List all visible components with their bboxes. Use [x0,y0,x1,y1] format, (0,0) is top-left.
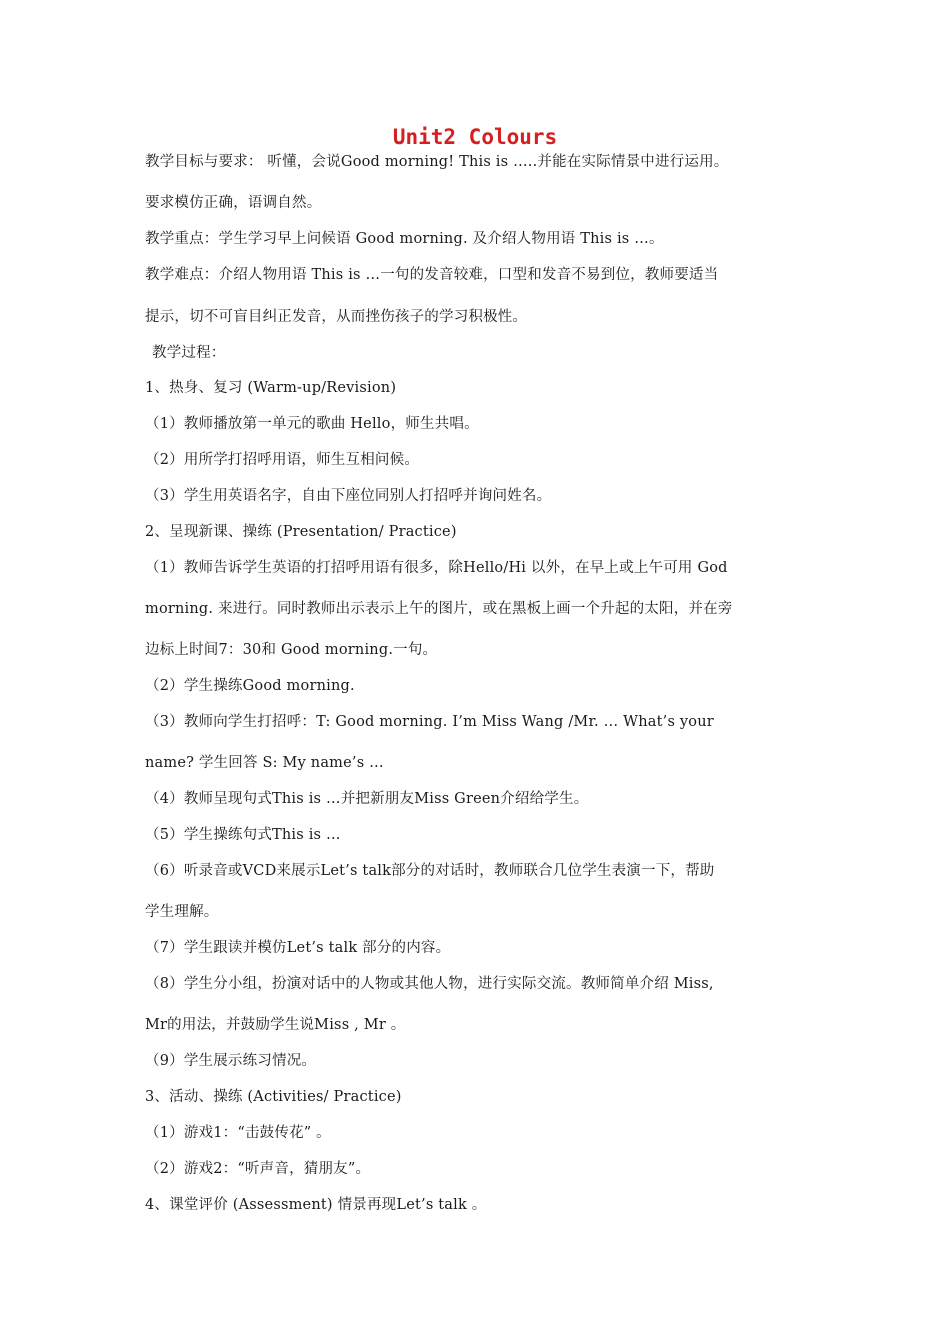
section-2-item-2: （2）学生操练Good morning. [145,678,355,694]
section-2-item-1-line-3: 边标上时间7：30和 Good morning.一句。 [145,642,438,658]
section-1-item-3: （3）学生用英语名字，自由下座位同别人打招呼并询问姓名。 [145,488,552,504]
section-2-item-6-line-1: （6）听录音或VCD来展示Let’s talk部分的对话时，教师联合几位学生表演一下，帮助 [145,863,715,879]
section-2-item-9: （9）学生展示练习情况。 [145,1053,317,1069]
section-2-item-3-line-2: name? 学生回答 S: My name’s … [145,755,384,771]
section-1-item-2: （2）用所学打招呼用语，师生互相问候。 [145,452,420,468]
section-2-item-6-line-2: 学生理解。 [145,904,219,920]
section-3-item-2: （2）游戏2：“听声音，猜朋友”。 [145,1161,371,1177]
section-2-heading: 2、呈现新课、操练 (Presentation/ Practice) [145,524,457,540]
section-2-item-3-line-1: （3）教师向学生打招呼：T: Good morning. I’m Miss Wang /Mr. … What’s your [145,714,714,730]
section-2-item-4: （4）教师呈现句式This is …并把新朋友Miss Green介绍给学生。 [145,791,589,807]
section-2-item-1-line-2: morning. 来进行。同时教师出示表示上午的图片，或在黑板上画一个升起的太阳，并在旁 [145,601,733,617]
difficulties-line-1: 教学难点：介绍人物用语 This is …一句的发音较难，口型和发音不易到位，教师要适当 [145,267,719,283]
objectives-line-1: 教学目标与要求： 听懂，会说Good morning! This is …..并能在实际情景中进行运用。 [145,154,729,170]
section-2-item-1-line-1: （1）教师告诉学生英语的打招呼用语有很多，除Hello/Hi 以外，在早上或上午可用 God [145,560,728,576]
section-1-item-1: （1）教师播放第一单元的歌曲 Hello，师生共唱。 [145,416,479,432]
objectives-line-2: 要求模仿正确，语调自然。 [145,195,322,211]
section-2-item-8-line-1: （8）学生分小组，扮演对话中的人物或其他人物，进行实际交流。教师简单介绍 Miss, [145,976,714,992]
section-1-heading: 1、热身、复习 (Warm-up/Revision) [145,380,397,396]
section-2-item-7: （7）学生跟读并模仿Let’s talk 部分的内容。 [145,940,451,956]
difficulties-line-2: 提示，切不可盲目纠正发音，从而挫伤孩子的学习积极性。 [145,309,528,325]
section-2-item-8-line-2: Mr的用法，并鼓励学生说Miss , Mr 。 [145,1017,406,1033]
key-points-line: 教学重点：学生学习早上问候语 Good morning. 及介绍人物用语 This is …。 [145,231,664,247]
section-3-heading: 3、活动、操练 (Activities/ Practice) [145,1089,402,1105]
process-heading: 教学过程： [152,345,226,361]
section-4-heading: 4、课堂评价 (Assessment) 情景再现Let’s talk 。 [145,1197,487,1213]
document-title: Unit2 Colours [392,125,558,149]
section-2-item-5: （5）学生操练句式This is … [145,827,341,843]
section-3-item-1: （1）游戏1：“击鼓传花” 。 [145,1125,331,1141]
